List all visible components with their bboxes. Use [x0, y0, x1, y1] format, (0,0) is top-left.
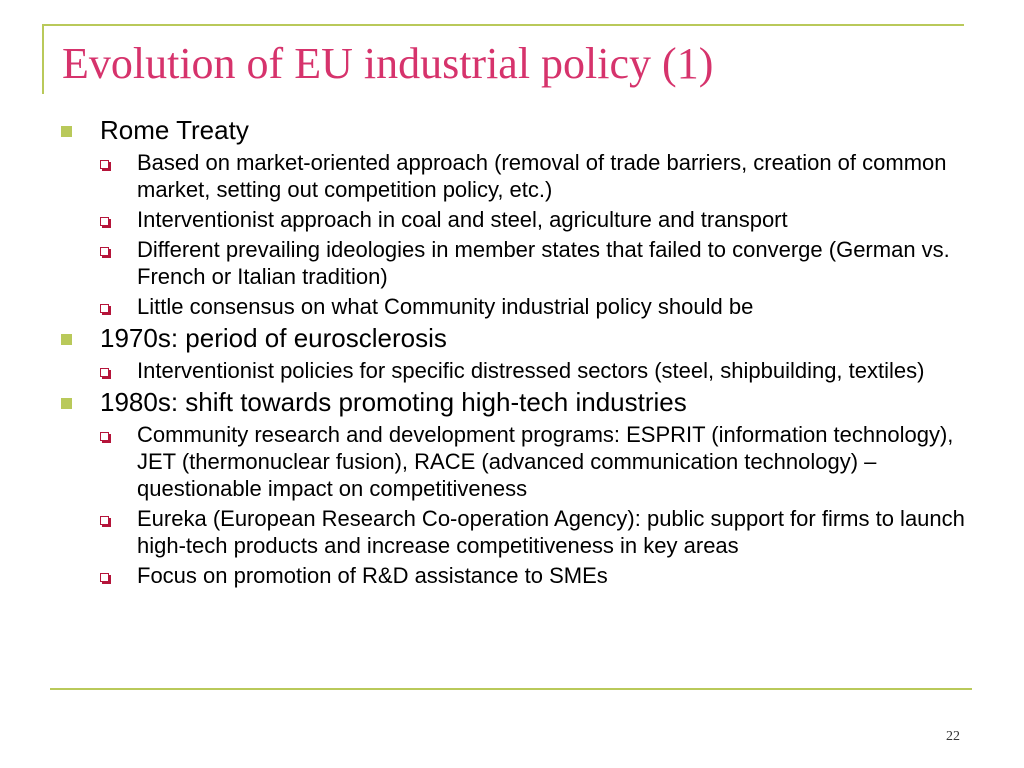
sub-bullet-text: Interventionist policies for specific distressed sectors (steel, shipbuilding, textiles): [137, 358, 925, 383]
checkbox-bullet-icon: [100, 368, 109, 377]
checkbox-bullet-icon: [100, 516, 109, 525]
bottom-frame-line: [50, 688, 972, 690]
sub-bullet-text: Different prevailing ideologies in member states that failed to converge (German vs. French or Italian tradition): [137, 237, 950, 289]
top-frame-line: [42, 24, 964, 26]
checkbox-bullet-icon: [100, 247, 109, 256]
bullet-1970s: [58, 322, 968, 354]
sub-bullet-text: Focus on promotion of R&D assistance to SMEs: [137, 563, 608, 588]
sub-bullet-text: Eureka (European Research Co-operation Agency): public support for firms to launch high-tech products and increase competitiveness in key areas: [137, 506, 965, 558]
bullet-1980s: [58, 386, 968, 418]
left-frame-line: [42, 24, 44, 94]
sub-bullet: [58, 236, 968, 290]
sub-bullet-text: Based on market-oriented approach (removal of trade barriers, creation of common market, setting out competition policy, etc.): [137, 150, 947, 202]
page-number: 22: [946, 729, 960, 744]
sub-bullet: [58, 149, 968, 203]
sub-bullet-text: Little consensus on what Community industrial policy should be: [137, 294, 754, 319]
sub-bullet: [58, 421, 968, 502]
bullet-text: Rome Treaty: [100, 115, 249, 145]
square-bullet-icon: [61, 126, 72, 137]
checkbox-bullet-icon: [100, 573, 109, 582]
sub-bullet: [58, 505, 968, 559]
square-bullet-icon: [61, 334, 72, 345]
square-bullet-icon: [61, 398, 72, 409]
sub-bullet: [58, 562, 968, 589]
sub-bullet: [58, 206, 968, 233]
sub-bullet: [58, 293, 968, 320]
sub-bullet-text: Interventionist approach in coal and steel, agriculture and transport: [137, 207, 788, 232]
slide-title: Evolution of EU industrial policy (1): [62, 39, 714, 88]
bullet-text: 1970s: period of eurosclerosis: [100, 323, 447, 353]
bullet-text: 1980s: shift towards promoting high-tech industries: [100, 387, 687, 417]
sub-bullet: [58, 357, 968, 384]
checkbox-bullet-icon: [100, 217, 109, 226]
checkbox-bullet-icon: [100, 160, 109, 169]
slide-content: [58, 112, 968, 589]
sub-bullet-text: Community research and development programs: ESPRIT (information technology), JET (thermonuclear fusion), RACE (advanced communication technology) – questionable impact on competitiveness: [137, 422, 954, 501]
checkbox-bullet-icon: [100, 304, 109, 313]
checkbox-bullet-icon: [100, 432, 109, 441]
bullet-rome-treaty: [58, 114, 968, 146]
